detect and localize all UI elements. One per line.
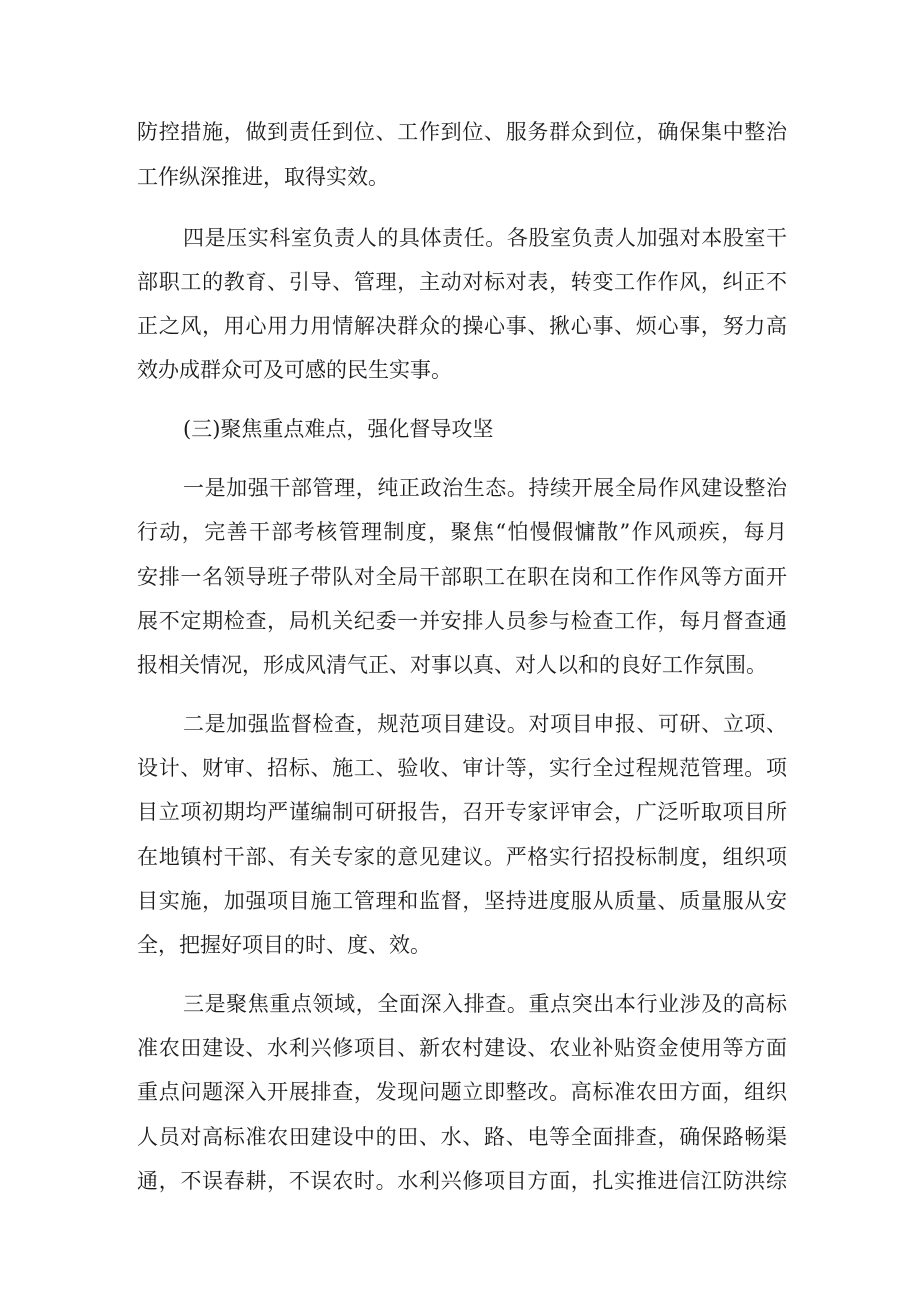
paragraph-line: 目实施，加强项目施工管理和监督，坚持进度服从质量、质量服从安 <box>137 889 787 913</box>
paragraph-line: 人员对高标准农田建设中的田、水、路、电等全面排查，确保路畅渠 <box>137 1125 787 1149</box>
paragraph-line: 在地镇村干部、有关专家的意见建议。严格实行招投标制度，组织项 <box>137 845 787 869</box>
paragraph-line: 设计、财审、招标、施工、验收、审计等，实行全过程规范管理。项 <box>137 756 787 780</box>
paragraph-line: 工作纵深推进，取得实效。 <box>137 165 389 189</box>
paragraph-line: 二是加强监督检查，规范项目建设。对项目申报、可研、立项、 <box>183 712 787 736</box>
paragraph-line: 报相关情况，形成风清气正、对事以真、对人以和的良好工作氛围。 <box>137 653 767 677</box>
paragraph-line: 重点问题深入开展排查，发现问题立即整改。高标准农田方面，组织 <box>137 1080 787 1104</box>
paragraph-line: 通，不误春耕，不误农时。水利兴修项目方面，扎实推进信江防洪综 <box>137 1169 787 1193</box>
paragraph-line: 一是加强干部管理，纯正政治生态。持续开展全局作风建设整治 <box>183 476 787 500</box>
paragraph-line: 安排一名领导班子带队对全局干部职工在职在岗和工作作风等方面开 <box>137 565 787 589</box>
section-heading: (三)聚焦重点难点，强化督导攻坚 <box>183 417 494 441</box>
paragraph-line: 目立项初期均严谨编制可研报告，召开专家评审会，广泛听取项目所 <box>137 800 787 824</box>
paragraph-line: 三是聚焦重点领域，全面深入排查。重点突出本行业涉及的高标 <box>183 992 787 1016</box>
paragraph-line: 防控措施，做到责任到位、工作到位、服务群众到位，确保集中整治 <box>137 120 787 144</box>
paragraph-line: 展不定期检查，局机关纪委一并安排人员参与检查工作，每月督查通 <box>137 609 787 633</box>
paragraph-line: 正之风，用心用力用情解决群众的操心事、揪心事、烦心事，努力高 <box>137 314 787 338</box>
paragraph-line: 全，把握好项目的时、度、效。 <box>137 933 431 957</box>
paragraph-line: 部职工的教育、引导、管理，主动对标对表，转变工作作风，纠正不 <box>137 270 787 294</box>
paragraph-line: 准农田建设、水利兴修项目、新农村建设、农业补贴资金使用等方面 <box>137 1036 787 1060</box>
paragraph-line: 行动，完善干部考核管理制度，聚焦“怕慢假慵散”作风顽疾，每月 <box>137 520 787 544</box>
paragraph-line: 效办成群众可及可感的民生实事。 <box>137 358 452 382</box>
paragraph-line: 四是压实科室负责人的具体责任。各股室负责人加强对本股室干 <box>183 226 787 250</box>
